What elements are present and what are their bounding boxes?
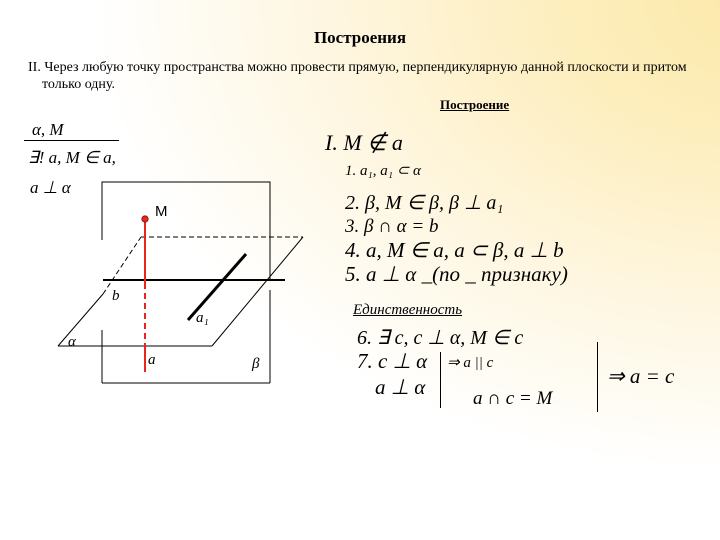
point-m (142, 216, 148, 222)
intersection-statement: a ∩ c = M (473, 388, 553, 409)
step-7: 7. c ⊥ α (357, 349, 428, 373)
plane-beta (102, 182, 270, 383)
label-b: b (112, 288, 120, 304)
plane-alpha (58, 237, 303, 346)
construction-label: Построение (440, 97, 510, 112)
slide-title: Построения (313, 28, 407, 47)
given-line-1: α, M (32, 120, 64, 139)
step-case-label: I. M ∉ a (325, 130, 403, 155)
given-line-3: a ⊥ α (30, 178, 71, 197)
point-m-label: M (155, 203, 168, 220)
step-7-line-2: a ⊥ α (375, 375, 426, 399)
label-alpha: α (68, 334, 76, 350)
conclusion: ⇒ a = c (607, 364, 675, 388)
step-3: 3. β ∩ α = b (345, 216, 439, 237)
step-1: 1. a₁, a₁ ⊂ α (345, 163, 421, 179)
label-a: a (148, 352, 156, 368)
theorem-text: II. Через любую точку пространства можно провести прямую, перпендикулярную данной плоскости и притом только одну. (28, 60, 687, 92)
step-2: 2. β, M ∈ β, β ⊥ a₁ (345, 192, 504, 214)
step-5: 5. a ⊥ α _(по _ признаку) (345, 262, 568, 286)
uniqueness-label: Единственность (353, 302, 463, 318)
given-line-2: ∃! a, M ∈ a, (28, 148, 116, 167)
step-6: 6. ∃ c, c ⊥ α, M ∈ c (357, 327, 524, 349)
label-a1: a₁ (196, 310, 209, 326)
label-beta: β (252, 356, 260, 372)
step-4: 4. a, M ∈ a, a ⊂ β, a ⊥ b (345, 238, 564, 262)
implication-parallel: ⇒ a || c (447, 355, 494, 371)
